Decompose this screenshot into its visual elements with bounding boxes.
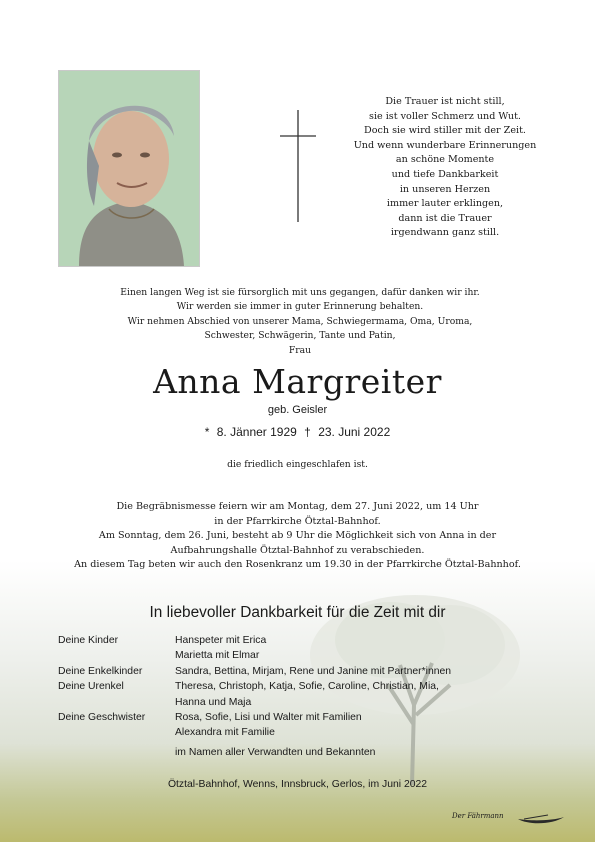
group-label: Deine Kinder (58, 635, 119, 646)
funeral-line: in der Pfarrkirche Ötztal-Bahnhof. (214, 515, 381, 527)
group-label: Deine Geschwister (58, 712, 146, 724)
mourner-group-children (58, 633, 538, 664)
poem-line: Die Trauer ist nicht still, (385, 96, 505, 107)
funeral-details (40, 500, 555, 573)
relatives-text: im Namen aller Verwandten und Bekannten (175, 746, 376, 758)
farewell-intro (60, 286, 540, 358)
mourner-group-great-grandchildren (58, 679, 538, 710)
poem-line: Doch sie wird stiller mit der Zeit. (364, 125, 526, 137)
poem-line: in unseren Herzen (399, 183, 491, 195)
deceased-name: Anna Margreiter (153, 362, 442, 401)
group-names: Marietta mit Elmar (175, 650, 260, 662)
mourners-list (58, 633, 538, 760)
poem-line: immer lauter erklingen, (386, 198, 504, 210)
funeral-line: Aufbahrungshalle Ötztal-Bahnhof zu verabschieden. (170, 544, 425, 556)
funeral-line: An diesem Tag beten wir auch den Rosenkranz um 19.30 in der Pfarrkirche Ötztal-Bahnhof. (74, 559, 521, 571)
death-date: 23. Juni 2022 (318, 425, 391, 439)
mourner-group-siblings (58, 710, 538, 741)
boat-logo-icon (518, 814, 564, 826)
group-names: Sandra, Bettina, Mirjam, Rene und Janine mit Partner*innen (175, 665, 452, 677)
intro-line: Einen langen Weg ist sie fürsorglich mit uns gegangen, dafür danken wir ihr. (120, 287, 480, 298)
group-names: Rosa, Sofie, Lisi und Walter mit Familien (175, 712, 362, 724)
birth-date: 8. Jänner 1929 (216, 425, 297, 439)
poem-line: dann ist die Trauer (398, 212, 492, 224)
group-names: Hanna und Maja (175, 696, 252, 708)
poem-line: Und wenn wunderbare Erinnerungen (353, 139, 537, 151)
portrait-photo (58, 70, 200, 267)
mourner-group-grandchildren (58, 664, 538, 679)
group-label: Deine Urenkel (58, 681, 124, 693)
poem-line: an schöne Momente (395, 154, 495, 166)
birth-name: geb. Geisler (267, 404, 328, 416)
intro-line: Schwester, Schwägerin, Tante und Patin, (204, 330, 396, 342)
group-names: Theresa, Christoph, Katja, Sofie, Caroline, Christian, Mia, (175, 681, 439, 693)
group-label: Deine Enkelkinder (58, 665, 143, 677)
life-dates (0, 425, 595, 439)
places-and-date: Ötztal-Bahnhof, Wenns, Innsbruck, Gerlos, im Juni 2022 (167, 779, 428, 790)
poem (330, 95, 560, 241)
funeral-line: Die Begräbnismesse feiern wir am Montag, dem 27. Juni 2022, um 14 Uhr (116, 501, 479, 512)
undertaker-name: Der Fährmann (452, 812, 504, 820)
intro-line: Wir nehmen Abschied von unserer Mama, Schwiegermama, Oma, Uroma, (127, 315, 473, 327)
thanks-title: In liebevoller Dankbarkeit für die Zeit mit dir (149, 604, 446, 621)
group-names: Hanspeter mit Erica (175, 635, 267, 646)
birth-symbol: * (204, 425, 210, 439)
peaceful-passing: die friedlich eingeschlafen ist. (227, 459, 368, 470)
relatives-line (58, 745, 538, 760)
death-symbol: † (304, 425, 311, 439)
intro-line: Frau (288, 344, 312, 356)
poem-line: irgendwann ganz still. (390, 227, 500, 239)
poem-line: und tiefe Dankbarkeit (391, 168, 499, 180)
intro-line: Wir werden sie immer in guter Erinnerung behalten. (176, 301, 424, 313)
poem-line: sie ist voller Schmerz und Wut. (369, 110, 521, 122)
cross-icon (280, 110, 316, 222)
funeral-line: Am Sonntag, dem 26. Juni, besteht ab 9 Uhr die Möglichkeit sich von Anna in der (98, 530, 497, 542)
group-names: Alexandra mit Familie (175, 727, 275, 739)
